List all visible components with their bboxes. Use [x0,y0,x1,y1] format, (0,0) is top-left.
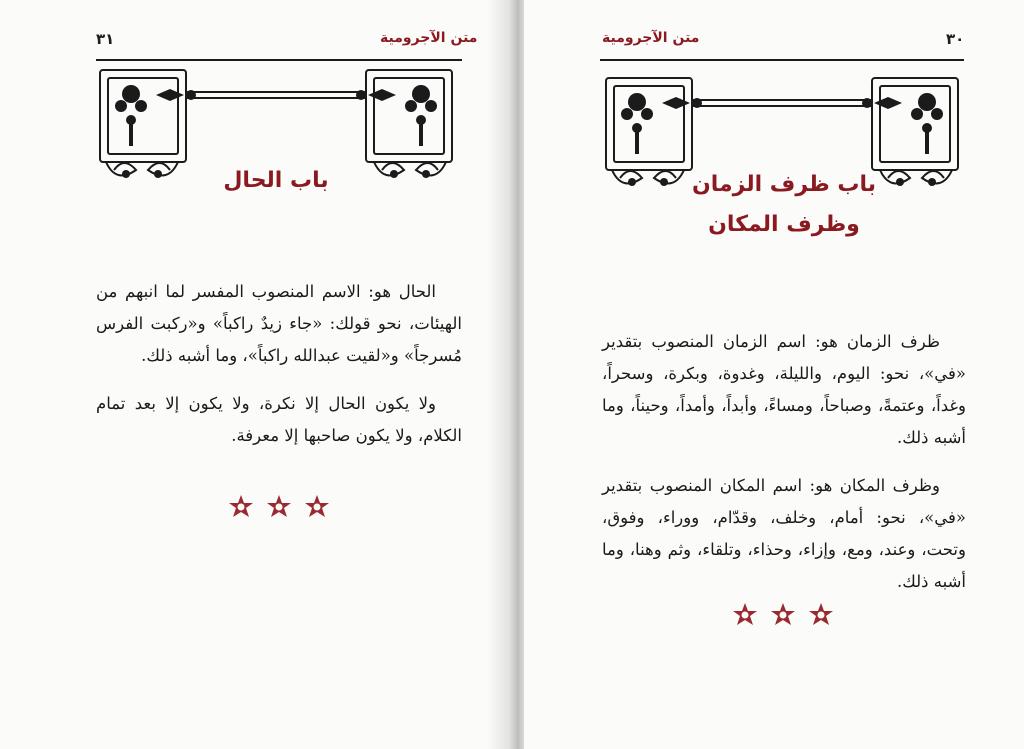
section-title-line-1: باب ظرف الزمان [691,172,877,197]
section-title-line-2: وظرف المكان [708,212,860,237]
paragraph: وظرف المكان هو: اسم المكان المنصوب بتقدير «في»، نحو: أمام، وخلف، وقدّام، ووراء، وفوق، وتحت، وعند، ومع، وإزاء، وحذاء، وتلقاء، وثم وهنا، وما أشبه ذلك. [602,476,966,591]
flower-star-icon [770,602,796,628]
paragraph: ولا يكون الحال إلا نكرة، ولا يكون إلا بعد تمام الكلام، ولا يكون صاحبها إلا معرفة. [96,394,462,445]
left-body-text [96,276,462,468]
page-number: ٣١ [96,30,115,48]
flower-star-icon [228,494,254,520]
right-body-text [602,326,966,614]
header-rule [96,59,462,61]
paragraph: ظرف الزمان هو: اسم الزمان المنصوب بتقدير «في»، نحو: اليوم، والليلة، وغدوة، وبكرة، وسحراً، وغداً، وعتمةً، وصباحاً، ومساءً، وأبداً، وأمداً، وحيناً، وما أشبه ذلك. [602,332,966,447]
flower-star-icon [304,494,330,520]
running-head: متن الآجرومية [602,30,700,46]
running-head: متن الآجرومية [380,30,478,46]
section-end-ornament [732,602,834,628]
flower-star-icon [808,602,834,628]
flower-star-icon [266,494,292,520]
right-page [524,0,1024,749]
section-title: باب الحال [223,168,329,193]
page-number: ٣٠ [946,30,965,48]
flower-star-icon [732,602,758,628]
ornament-frame-icon [96,64,456,184]
section-end-ornament [228,494,330,520]
paragraph: الحال هو: الاسم المنصوب المفسر لما انبهم من الهيئات، نحو قولك: «جاء زيدٌ راكباً» و«ركبت الفرس مُسرجاً» و«لقيت عبدالله راكباً»، وما أشبه ذلك. [96,282,462,365]
header-rule [600,59,964,61]
